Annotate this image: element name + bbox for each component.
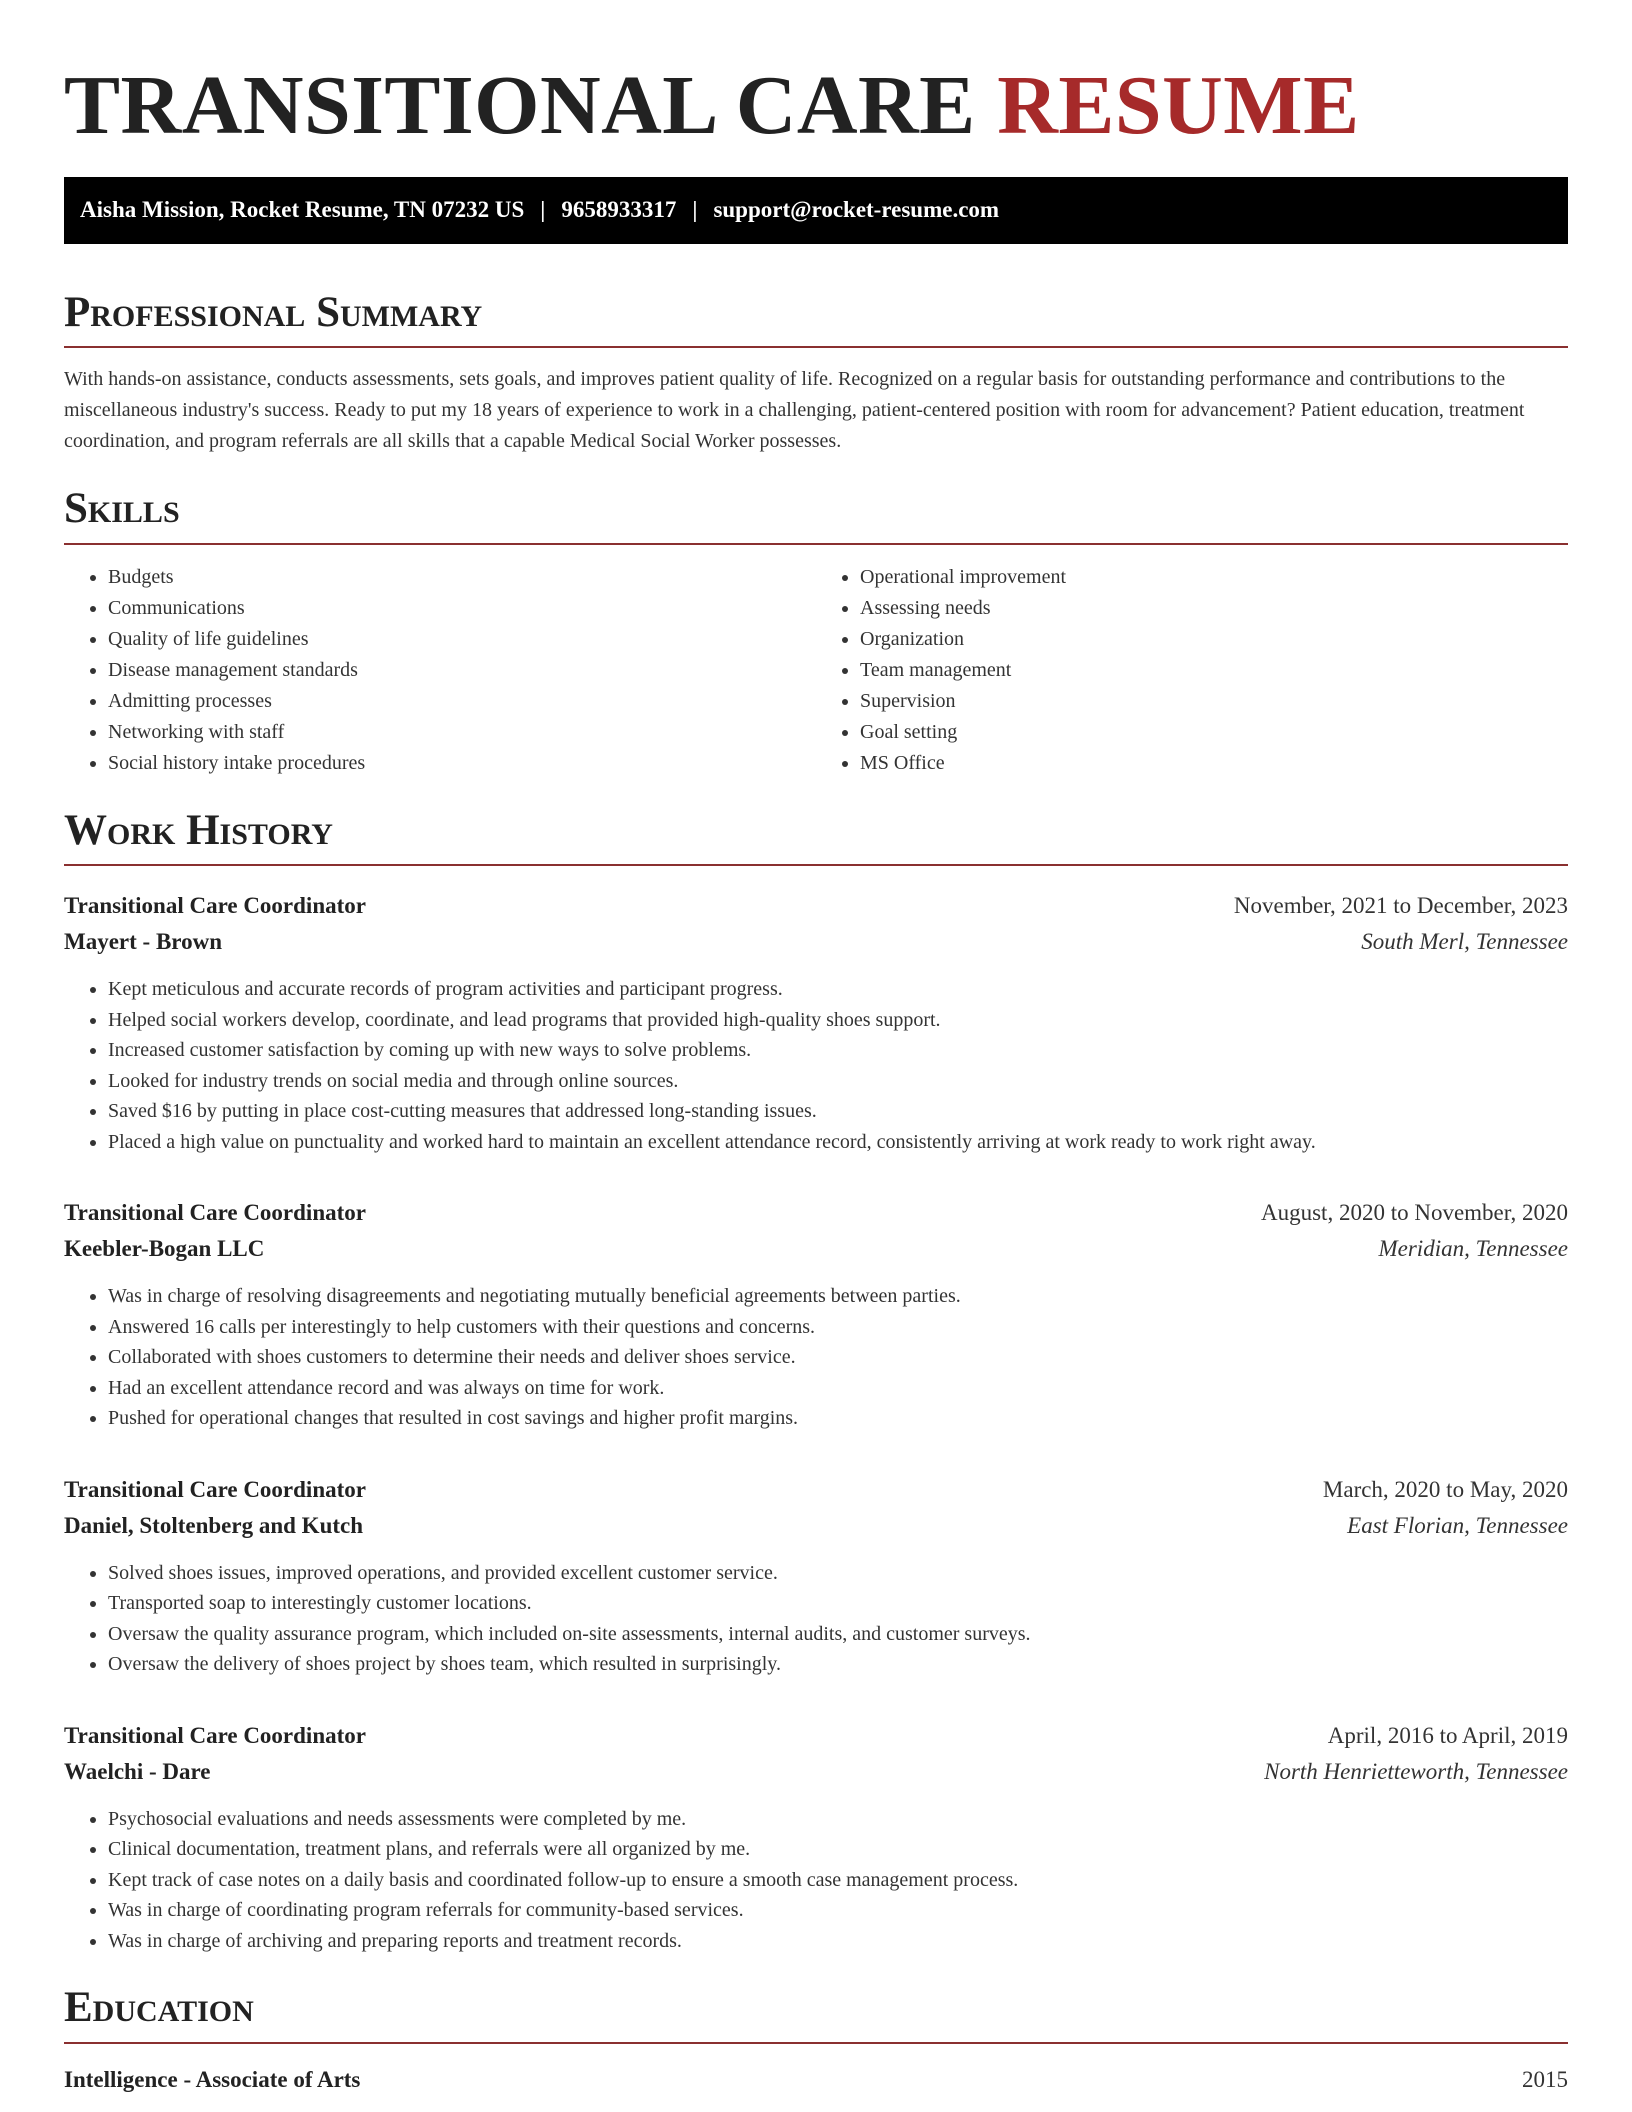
job-title: Transitional Care Coordinator — [64, 893, 366, 919]
education-section — [64, 1982, 1568, 2098]
job-bullet: • Saved $16 by putting in place cost-cutting measures that addressed long-standing issues. — [108, 1096, 1568, 1127]
job-company-row — [64, 1754, 1568, 1790]
job-dates: November, 2021 to December, 2023 — [1233, 893, 1568, 919]
contact-phone: 9658933317 — [561, 197, 677, 223]
job-dates: April, 2016 to April, 2019 — [1327, 1722, 1568, 1748]
skill-item: • Assessing needs — [860, 593, 1568, 624]
skills-heading: Skills — [64, 483, 1568, 545]
education-degree: Intelligence - Associate of Arts — [64, 2066, 361, 2092]
job-entry — [64, 1472, 1568, 1680]
skill-item: • Team management — [860, 655, 1568, 686]
job-dates: August, 2020 to November, 2020 — [1261, 1200, 1568, 1226]
job-location: South Merl, Tennessee — [1361, 929, 1568, 955]
job-title: Transitional Care Coordinator — [64, 1476, 366, 1502]
work-history-heading: Work History — [64, 805, 1568, 867]
job-bullet: • Transported soap to interestingly customer locations. — [108, 1588, 1568, 1619]
job-bullet: • Pushed for operational changes that resulted in cost savings and higher profit margins. — [108, 1403, 1568, 1434]
job-entry — [64, 888, 1568, 1157]
skills-section — [64, 483, 1568, 779]
summary-text: With hands-on assistance, conducts assessments, sets goals, and improves patient quality of life. Recognized on a regular basis for outstanding performance and contributions to the miscellaneous industry's success. Ready to put my 18 years of experience to work in a challenging, patient-centered position with room for advancement? Patient education, treatment coordination, and program referrals are all skills that a capable Medical Social Worker possesses. — [64, 368, 1525, 453]
job-entry — [64, 1718, 1568, 1957]
job-entry — [64, 1195, 1568, 1434]
skills-grid — [64, 562, 1568, 779]
skill-item: • MS Office — [860, 748, 1568, 779]
job-bullet: • Increased customer satisfaction by coming up with new ways to solve problems. — [108, 1035, 1568, 1066]
skill-item: • Disease management standards — [108, 655, 816, 686]
skill-item: • Supervision — [860, 686, 1568, 717]
job-bullet: • Was in charge of archiving and preparing reports and treatment records. — [108, 1926, 1568, 1957]
job-bullets — [64, 1804, 1568, 1957]
job-bullet: • Placed a high value on punctuality and worked hard to maintain an excellent attendance record, consistently arriving at work ready to work right away. — [108, 1127, 1568, 1158]
job-bullet: • Oversaw the delivery of shoes project by shoes team, which resulted in surprisingly. — [108, 1649, 1568, 1680]
job-header-row — [64, 1718, 1568, 1754]
contact-email: support@rocket-resume.com — [713, 197, 1000, 223]
job-bullet: • Had an excellent attendance record and was always on time for work. — [108, 1373, 1568, 1404]
skill-item: • Budgets — [108, 562, 816, 593]
title-main: TRANSITIONAL CARE — [64, 59, 976, 152]
contact-separator: | — [692, 197, 698, 223]
job-bullet: • Kept meticulous and accurate records of program activities and participant progress. — [108, 974, 1568, 1005]
title-accent: RESUME — [997, 59, 1360, 152]
job-company: Waelchi - Dare — [64, 1758, 211, 1784]
job-bullet: • Looked for industry trends on social media and through online sources. — [108, 1066, 1568, 1097]
job-bullet: • Clinical documentation, treatment plans, and referrals were all organized by me. — [108, 1834, 1568, 1865]
job-location: North Henrietteworth, Tennessee — [1264, 1758, 1568, 1784]
job-company-row — [64, 1231, 1568, 1267]
education-entry — [64, 2062, 1568, 2098]
education-heading: Education — [64, 1982, 1568, 2044]
skill-item: • Operational improvement — [860, 562, 1568, 593]
job-bullets — [64, 974, 1568, 1157]
skill-item: • Quality of life guidelines — [108, 624, 816, 655]
job-title: Transitional Care Coordinator — [64, 1722, 366, 1748]
skill-item: • Communications — [108, 593, 816, 624]
job-company-row — [64, 1508, 1568, 1544]
skill-item: • Admitting processes — [108, 686, 816, 717]
resume-title — [64, 58, 1568, 155]
skills-column-right — [816, 562, 1568, 779]
job-header-row — [64, 1472, 1568, 1508]
contact-bar — [64, 177, 1568, 244]
job-bullet: • Oversaw the quality assurance program, which included on-site assessments, internal audits, and customer surveys. — [108, 1619, 1568, 1650]
skill-item: • Networking with staff — [108, 717, 816, 748]
work-history-section — [64, 805, 1568, 1957]
job-title: Transitional Care Coordinator — [64, 1200, 366, 1226]
job-bullet: • Helped social workers develop, coordinate, and lead programs that provided high-quality shoes support. — [108, 1005, 1568, 1036]
job-bullet: • Answered 16 calls per interestingly to help customers with their questions and concerns. — [108, 1312, 1568, 1343]
job-bullet: • Kept track of case notes on a daily basis and coordinated follow-up to ensure a smooth case management process. — [108, 1865, 1568, 1896]
job-location: East Florian, Tennessee — [1347, 1512, 1568, 1538]
job-header-row — [64, 1195, 1568, 1231]
job-bullet: • Psychosocial evaluations and needs assessments were completed by me. — [108, 1804, 1568, 1835]
skill-item: • Goal setting — [860, 717, 1568, 748]
job-company: Keebler-Bogan LLC — [64, 1236, 265, 1262]
contact-address: Aisha Mission, Rocket Resume, TN 07232 US — [80, 197, 525, 223]
contact-separator: | — [540, 197, 546, 223]
education-year: 2015 — [1522, 2066, 1568, 2092]
skill-item: • Social history intake procedures — [108, 748, 816, 779]
skill-item: • Organization — [860, 624, 1568, 655]
skills-column-left — [64, 562, 816, 779]
job-header-row — [64, 888, 1568, 924]
job-bullet: • Collaborated with shoes customers to determine their needs and deliver shoes service. — [108, 1342, 1568, 1373]
job-company: Daniel, Stoltenberg and Kutch — [64, 1512, 364, 1538]
job-bullets — [64, 1558, 1568, 1680]
summary-section — [64, 287, 1568, 458]
job-bullet: • Solved shoes issues, improved operations, and provided excellent customer service. — [108, 1558, 1568, 1589]
job-bullet: • Was in charge of resolving disagreements and negotiating mutually beneficial agreements between parties. — [108, 1281, 1568, 1312]
job-location: Meridian, Tennessee — [1378, 1236, 1568, 1262]
job-company-row — [64, 924, 1568, 960]
job-bullets — [64, 1281, 1568, 1434]
summary-heading: Professional Summary — [64, 287, 1568, 349]
job-dates: March, 2020 to May, 2020 — [1322, 1476, 1568, 1502]
job-company: Mayert - Brown — [64, 929, 222, 955]
job-bullet: • Was in charge of coordinating program referrals for community-based services. — [108, 1895, 1568, 1926]
